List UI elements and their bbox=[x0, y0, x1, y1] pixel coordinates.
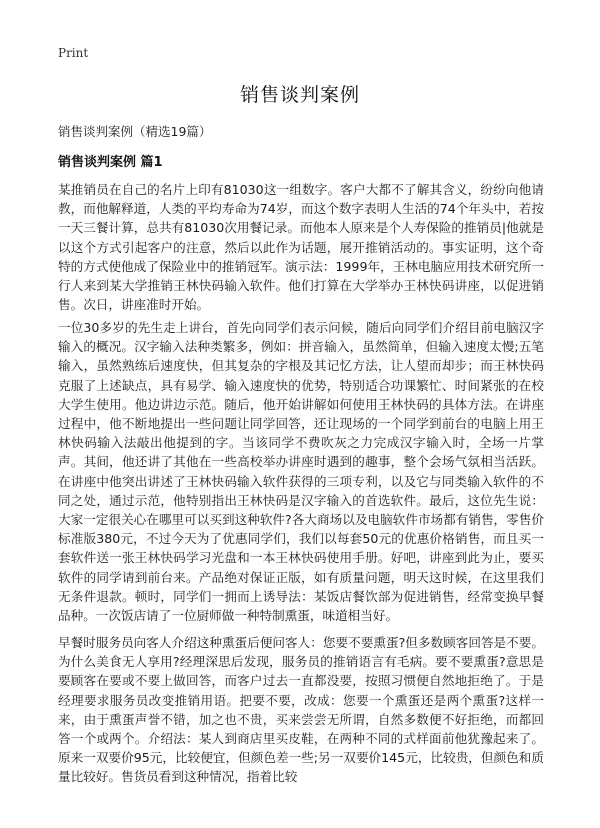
paragraph-3: 早餐时服务员向客人介绍这种熏蛋后便问客人：您要不要熏蛋?但多数顾客回答是不要。为什么美食无人享用?经理深思后发现，服务员的推销语言有毛病。要不要熏蛋?意思是要顾客在要或不要上做回答，而客户过去一直都没要，按照习惯便自然地拒绝了。于是经理要求服务员改变推销用语。把要不要，改成：您要一个熏蛋还是两个熏蛋?这样一来，由于熏蛋声誉不错，加之也不贵，买来尝尝无所谓，自然多数便不好拒绝，而都回答一个或两个。介绍法：某人到商店里买皮鞋，在两种不同的式样面前他犹豫起来了。原来一双要价95元，比较便宜，但颜色差一些;另一双要价145元，比较贵，但颜色和质量比较好。售货员看到这种情况，指着比较 bbox=[58, 635, 544, 785]
section-heading: 销售谈判案例 篇1 bbox=[58, 155, 163, 170]
document-subtitle: 销售谈判案例（精选19篇） bbox=[58, 124, 212, 139]
paragraph-1: 某推销员在自己的名片上印有81030这一组数字。客户大都不了解其含义，纷纷向他请教，而他解释道，人类的平均寿命为74岁，而这个数字表明人生活的74个年头中，若按一天三餐计算，总共有81030次用餐记录。而他本人原来是个人寿保险的推销员|他就是以这个方式引起客户的注意，然后以此作为话题，展开推销活动的。事实证明，这个奇特的方式使他成了保险业中的推销冠军。演示法：1999年，王林电脑应用技术研究所一行人来到某大学推销王林快码输入软件。他们打算在大学举办王林快码讲座，以促进销售。次日，讲座准时开始。 bbox=[58, 182, 544, 313]
paragraph-2: 一位30多岁的先生走上讲台，首先向同学们表示问候，随后向同学们介绍目前电脑汉字输入的概况。汉字输入法种类繁多，例如：拼音输入，虽然简单，但输入速度太慢;五笔输入，虽然熟练后速度快，但其复杂的字根及其记忆方法，让人望而却步；而王林快码克服了上述缺点，具有易学、输入速度快的优势，特别适合功课繁忙、时间紧张的在校大学生使用。他边讲边示范。随后，他开始讲解如何使用王林快码的具体方法。在讲座过程中，他不断地提出一些问题让同学回答，还让现场的一个同学到前台的电脑上用王林快码输入法敲出他提到的字。当该同学不费吹灰之力完成汉字输入时，全场一片掌声。其间，他还讲了其他在一些高校举办讲座时遇到的趣事，整个会场气氛相当活跃。在讲座中他突出讲述了王林快码输入软件获得的三项专利，以及它与同类输入软件的不同之处，通过示范，他特别指出王林快码是汉字输入的首选软件。最后，这位先生说：大家一定很关心在哪里可以买到这种软件?各大商场以及电脑软件市场都有销售，零售价标准版380元，不过今天为了优惠同学们，我们以每套50元的优惠价格销售，而且买一套软件送一张王林快码学习光盘和一本王林快码使用手册。好吧，讲座到此为止，要买软件的同学请到前台来。产品绝对保证正版，如有质量问题，明天这时候，在这里我们无条件退款。顿时，同学们一拥而上诱导法：某饭店餐饮部为促进销售，经常变换早餐品种。一次饭店请了一位厨师做一种特制熏蛋，味道相当好。 bbox=[58, 320, 544, 624]
document-title: 销售谈判案例 bbox=[239, 84, 360, 106]
print-label[interactable]: Print bbox=[58, 46, 89, 60]
